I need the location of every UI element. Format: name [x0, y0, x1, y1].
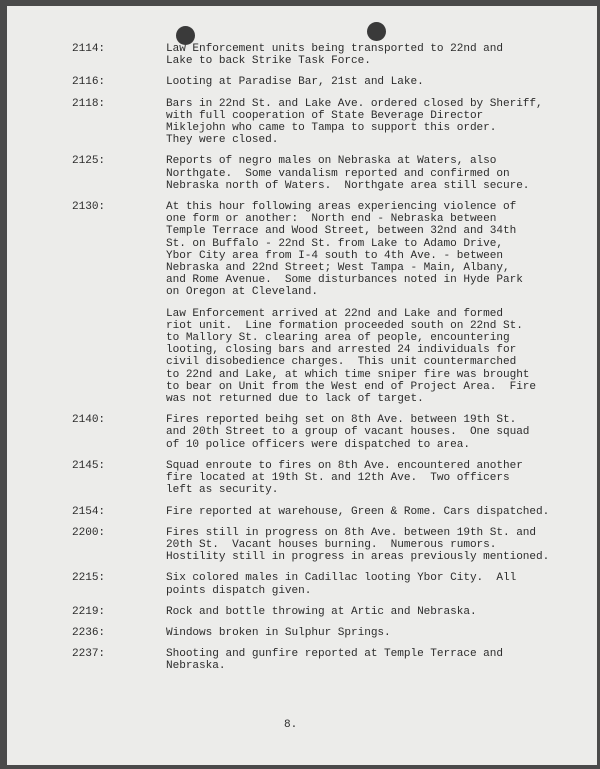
log-entry — [7, 414, 597, 451]
page-number: 8. — [284, 719, 298, 731]
entry-text — [166, 155, 586, 192]
log-entry — [7, 627, 597, 639]
entry-text — [166, 572, 586, 596]
entry-text — [166, 460, 586, 497]
entry-time: 2237: — [72, 648, 106, 661]
log-entry — [7, 43, 597, 67]
log-entry — [7, 155, 597, 192]
entry-time: 2200: — [72, 526, 106, 539]
entry-text — [166, 606, 586, 618]
entry-paragraph: Fire reported at warehouse, Green & Rome. Cars dispatched. — [166, 505, 550, 518]
punch-hole — [367, 22, 386, 41]
entry-paragraph: Reports of negro males on Nebraska at Waters, also Northgate. Some vandalism reported and confirmed on Nebraska north of Waters. Northgate area still secure. — [166, 155, 530, 192]
entry-time: 2236: — [72, 626, 106, 639]
document-page — [7, 6, 597, 765]
entry-time: 2215: — [72, 572, 106, 585]
entry-paragraph: Fires still in progress on 8th Ave. between 19th St. and 20th St. Vacant houses burning. Numerous rumors. Hostility still in progress in areas previously mentioned. — [166, 526, 550, 564]
entry-time: 2140: — [72, 414, 106, 427]
entry-paragraph: Rock and bottle throwing at Artic and Nebraska. — [166, 605, 477, 618]
log-entry — [7, 201, 597, 405]
entry-text — [166, 43, 586, 67]
entry-time: 2114: — [72, 43, 106, 55]
entry-time: 2116: — [72, 76, 106, 89]
log-entry — [7, 606, 597, 618]
log-entry — [7, 648, 597, 672]
entry-time: 2118: — [72, 97, 106, 110]
entry-text — [166, 648, 586, 672]
entry-text — [166, 414, 586, 451]
entry-time: 2130: — [72, 201, 106, 214]
entry-text — [166, 627, 586, 639]
entry-text — [166, 76, 586, 88]
entry-time: 2219: — [72, 605, 106, 618]
entry-time: 2145: — [72, 459, 106, 472]
entry-paragraph: Windows broken in Sulphur Springs. — [166, 626, 391, 639]
entry-time: 2125: — [72, 155, 106, 168]
log-entries — [7, 43, 597, 682]
entry-text — [166, 98, 586, 147]
entry-paragraph: Shooting and gunfire reported at Temple Terrace and Nebraska. — [166, 648, 503, 673]
entry-paragraph: Squad enroute to fires on 8th Ave. encountered another fire located at 19th St. and 12th Ave. Two officers left as security. — [166, 459, 523, 497]
log-entry — [7, 460, 597, 497]
log-entry — [7, 572, 597, 596]
log-entry — [7, 76, 597, 88]
entry-text — [166, 201, 586, 405]
entry-paragraph: Looting at Paradise Bar, 21st and Lake. — [166, 76, 424, 89]
log-entry — [7, 98, 597, 147]
entry-paragraph: Law Enforcement arrived at 22nd and Lake and formed riot unit. Line formation proceeded south on 22nd St. to Mallory St. clearing area of people, encountering looting, closing bars and arrested 24 individuals for civil disobedience charges. This unit countermarched to 22nd and Lake, at which time sniper fire was brought to bear on Unit from the West end of Project Area. Fire was not returned due to lack of target. — [166, 307, 537, 406]
log-entry — [7, 527, 597, 564]
entry-paragraph: Bars in 22nd St. and Lake Ave. ordered closed by Sheriff, with full cooperation of State Beverage Director Miklejohn who came to Tampa to support this order. They were closed. — [166, 97, 543, 147]
entry-paragraph: At this hour following areas experiencing violence of one form or another: North end - Nebraska between Temple Terrace and Wood Street, between 32nd and 34th St. on Buffalo - 22nd St. from Lake to Adamo Drive, Ybor City area from I-4 south to 4th Ave. - between Nebraska and 22nd Street; West Tampa - Main, Albany, and Rome Avenue. Some disturbances noted in Hyde Park on Oregon at Cleveland. — [166, 201, 523, 299]
entry-text — [166, 506, 586, 518]
entry-text — [166, 527, 586, 564]
entry-paragraph: Law Enforcement units being transported to 22nd and Lake to back Strike Task Force. — [166, 43, 503, 68]
entry-paragraph: Six colored males in Cadillac looting Ybor City. All points dispatch given. — [166, 572, 517, 597]
log-entry — [7, 506, 597, 518]
entry-paragraph: Fires reported beihg set on 8th Ave. between 19th St. and 20th Street to a group of vacant houses. One squad of 10 police officers were dispatched to area. — [166, 414, 530, 451]
entry-time: 2154: — [72, 505, 106, 518]
